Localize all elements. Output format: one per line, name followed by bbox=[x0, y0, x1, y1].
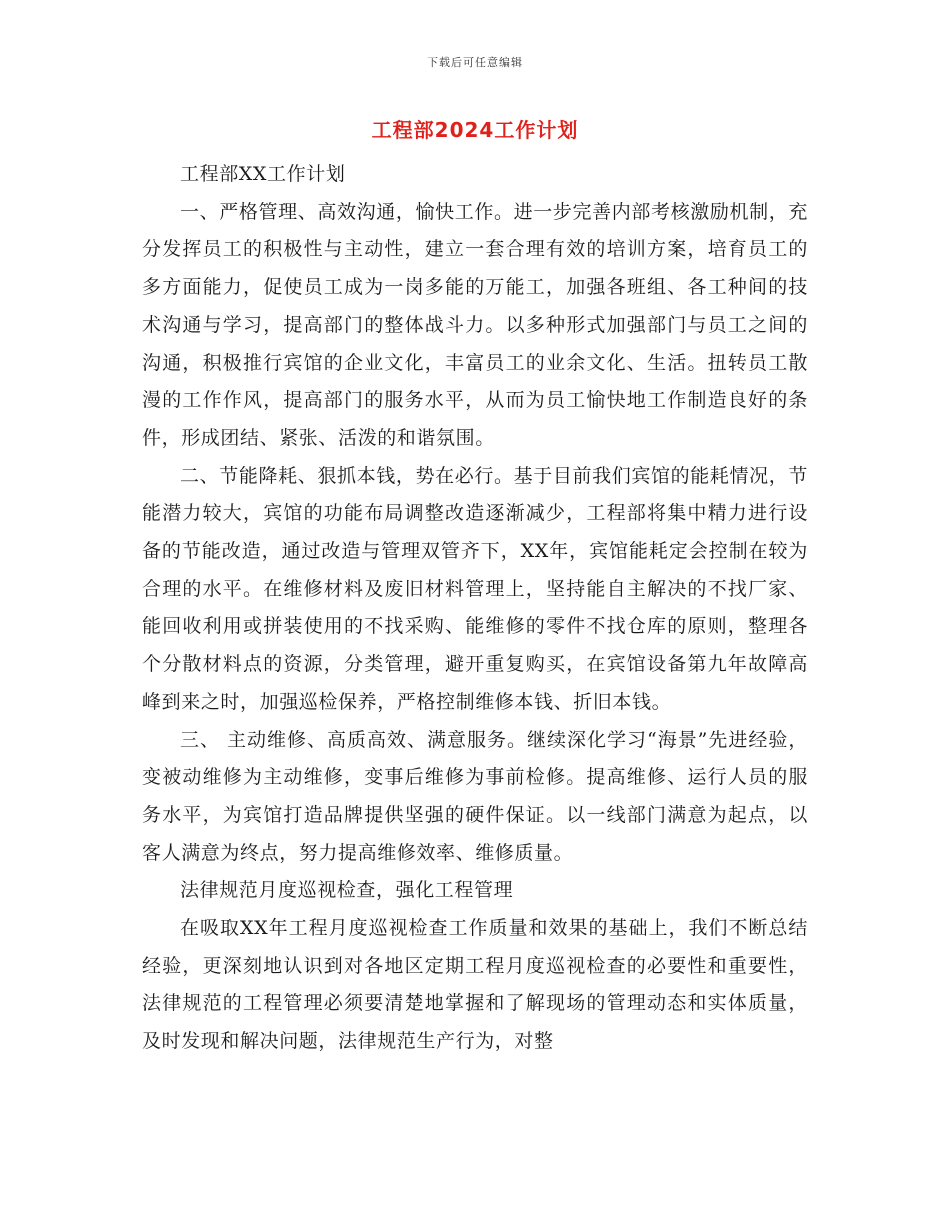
paragraph-section-2: 二、节能降耗、狠抓本钱，势在必行。基于目前我们宾馆的能耗情况，节能潜力较大，宾馆的功能布局调整改造逐渐减少，工程部将集中精力进行设备的节能改造，通过改造与管理双管齐下，XX年，宾馆能耗定会控制在较为合理的水平。在维修材料及废旧材料管理上，坚持能自主解决的不找厂家、能回收利用或拼装使用的不找采购、能维修的零件不找仓库的原则，整理各个分散材料点的资源，分类管理，避开重复购买，在宾馆设备第九年故障高峰到来之时，加强巡检保养，严格控制维修本钱、折旧本钱。 bbox=[142, 464, 808, 713]
paragraph-heading-inspection: 法律规范月度巡视检查，强化工程管理 bbox=[180, 879, 514, 902]
document-title: 工程部2024工作计划 bbox=[371, 118, 579, 142]
header-note: 下载后可任意编辑 bbox=[427, 56, 523, 69]
paragraph-section-1: 一、严格管理、高效沟通，愉快工作。进一步完善内部考核激励机制，充分发挥员工的积极性与主动性，建立一套合理有效的培训方案，培育员工的多方面能力，促使员工成为一岗多能的万能工，加强各班组、各工种间的技术沟通与学习，提高部门的整体战斗力。以多种形式加强部门与员工之间的沟通，积极推行宾馆的企业文化，丰富员工的业余文化、生活。扭转员工散漫的工作作风，提高部门的服务水平，从而为员工愉快地工作制造良好的条件，形成团结、紧张、活泼的和谐氛围。 bbox=[142, 200, 808, 449]
paragraph-section-3: 三、 主动维修、高质高效、满意服务。继续深化学习“海景”先进经验，变被动维修为主动维修，变事后维修为事前检修。提高维修、运行人员的服务水平，为宾馆打造品牌提供坚强的硬件保证。以一线部门满意为起点，以客人满意为终点，努力提高维修效率、维修质量。 bbox=[142, 728, 808, 864]
document-body bbox=[142, 156, 808, 1061]
paragraph-inspection-body: 在吸取XX年工程月度巡视检查工作质量和效果的基础上，我们不断总结经验，更深刻地认识到对各地区定期工程月度巡视检查的必要性和重要性，法律规范的工程管理必须要清楚地掌握和了解现场的管理动态和实体质量，及时发现和解决问题，法律规范生产行为，对整 bbox=[142, 917, 808, 1053]
paragraph-subtitle: 工程部XX工作计划 bbox=[180, 163, 346, 185]
